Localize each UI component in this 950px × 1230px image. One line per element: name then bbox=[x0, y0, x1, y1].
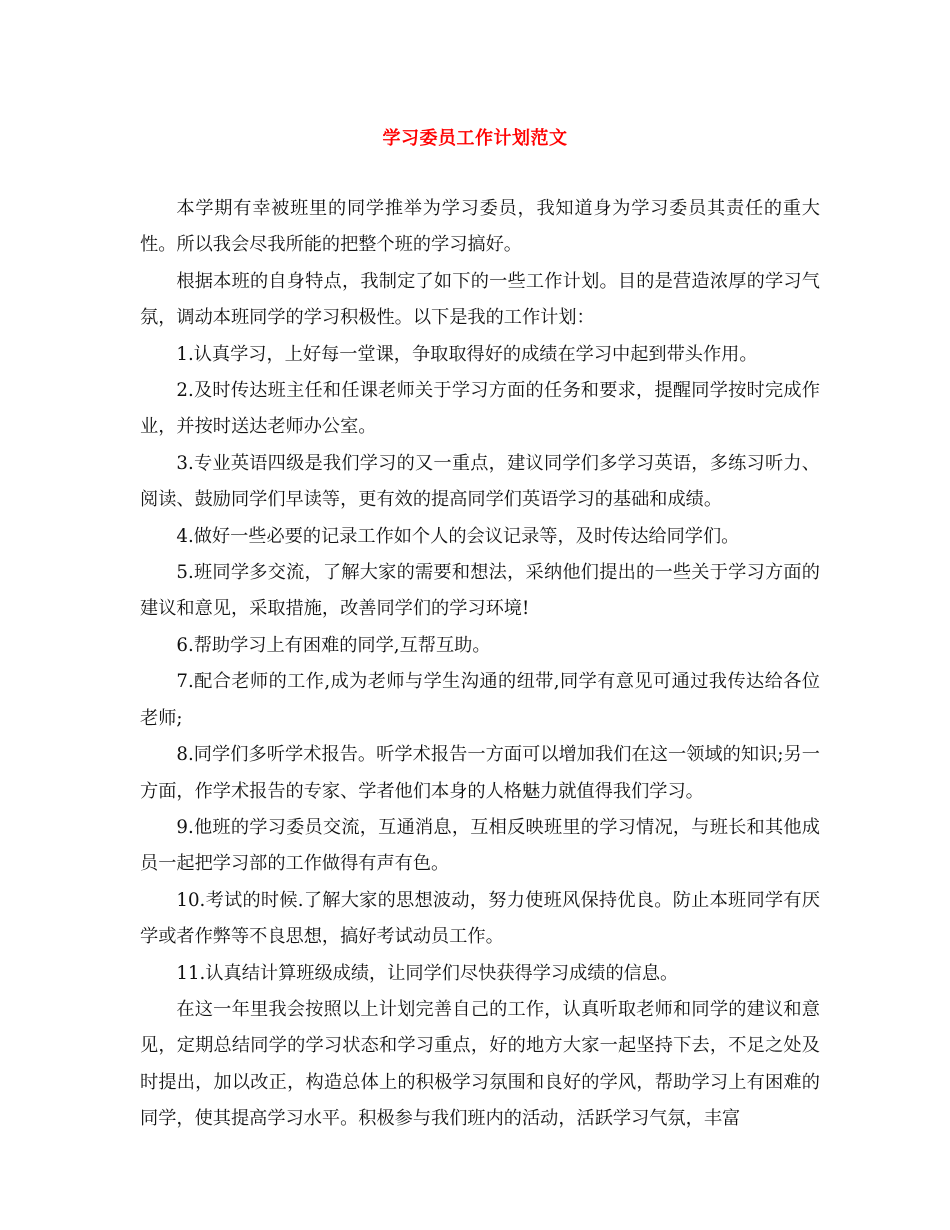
plan-item-10: 10.考试的时候.了解大家的思想波动，努力使班风保持优良。防止本班同学有厌学或者作弊等不良思想，搞好考试动员工作。 bbox=[140, 889, 820, 948]
plan-item-1: 1.认真学习，上好每一堂课，争取取得好的成绩在学习中起到带头作用。 bbox=[176, 343, 758, 365]
plan-item-11: 11.认真结计算班级成绩，让同学们尽快获得学习成绩的信息。 bbox=[176, 962, 679, 984]
plan-item-3: 3.专业英语四级是我们学习的又一重点，建议同学们多学习英语，多练习听力、阅读、鼓励同学们早读等，更有效的提高同学们英语学习的基础和成绩。 bbox=[140, 452, 820, 511]
document-body bbox=[140, 191, 820, 1138]
paragraph-intro: 本学期有幸被班里的同学推举为学习委员，我知道身为学习委员其责任的重大性。所以我会尽我所能的把整个班的学习搞好。 bbox=[140, 198, 820, 256]
document-title: 学习委员工作计划范文 bbox=[382, 128, 568, 149]
plan-item-8: 8.同学们多听学术报告。听学术报告一方面可以增加我们在这一领域的知识;另一方面，作学术报告的专家、学者他们本身的人格魅力就值得我们学习。 bbox=[140, 744, 820, 802]
paragraph-plan-intro: 根据本班的自身特点，我制定了如下的一些工作计划。目的是营造浓厚的学习气氛，调动本班同学的学习积极性。以下是我的工作计划： bbox=[140, 270, 820, 329]
plan-item-4: 4.做好一些必要的记录工作如个人的会议记录等，及时传达给同学们。 bbox=[176, 525, 740, 547]
plan-item-9: 9.他班的学习委员交流，互通消息，互相反映班里的学习情况，与班长和其他成员一起把学习部的工作做得有声有色。 bbox=[140, 816, 820, 875]
plan-item-6: 6.帮助学习上有困难的同学,互帮互助。 bbox=[176, 634, 491, 656]
plan-item-7: 7.配合老师的工作,成为老师与学生沟通的纽带,同学有意见可通过我传达给各位老师; bbox=[140, 671, 820, 729]
paragraph-conclusion: 在这一年里我会按照以上计划完善自己的工作，认真听取老师和同学的建议和意见，定期总结同学的学习状态和学习重点，好的地方大家一起坚持下去，不足之处及时提出，加以改正，构造总体上的积极学习氛围和良好的学风，帮助学习上有困难的同学，使其提高学习水平。积极参与我们班内的活动，活跃学习气氛，丰富 bbox=[140, 998, 820, 1130]
plan-item-2: 2.及时传达班主任和任课老师关于学习方面的任务和要求，提醒同学按时完成作业，并按时送达老师办公室。 bbox=[140, 380, 820, 438]
plan-item-5: 5.班同学多交流，了解大家的需要和想法，采纳他们提出的一些关于学习方面的建议和意见，采取措施，改善同学们的学习环境! bbox=[140, 562, 820, 620]
